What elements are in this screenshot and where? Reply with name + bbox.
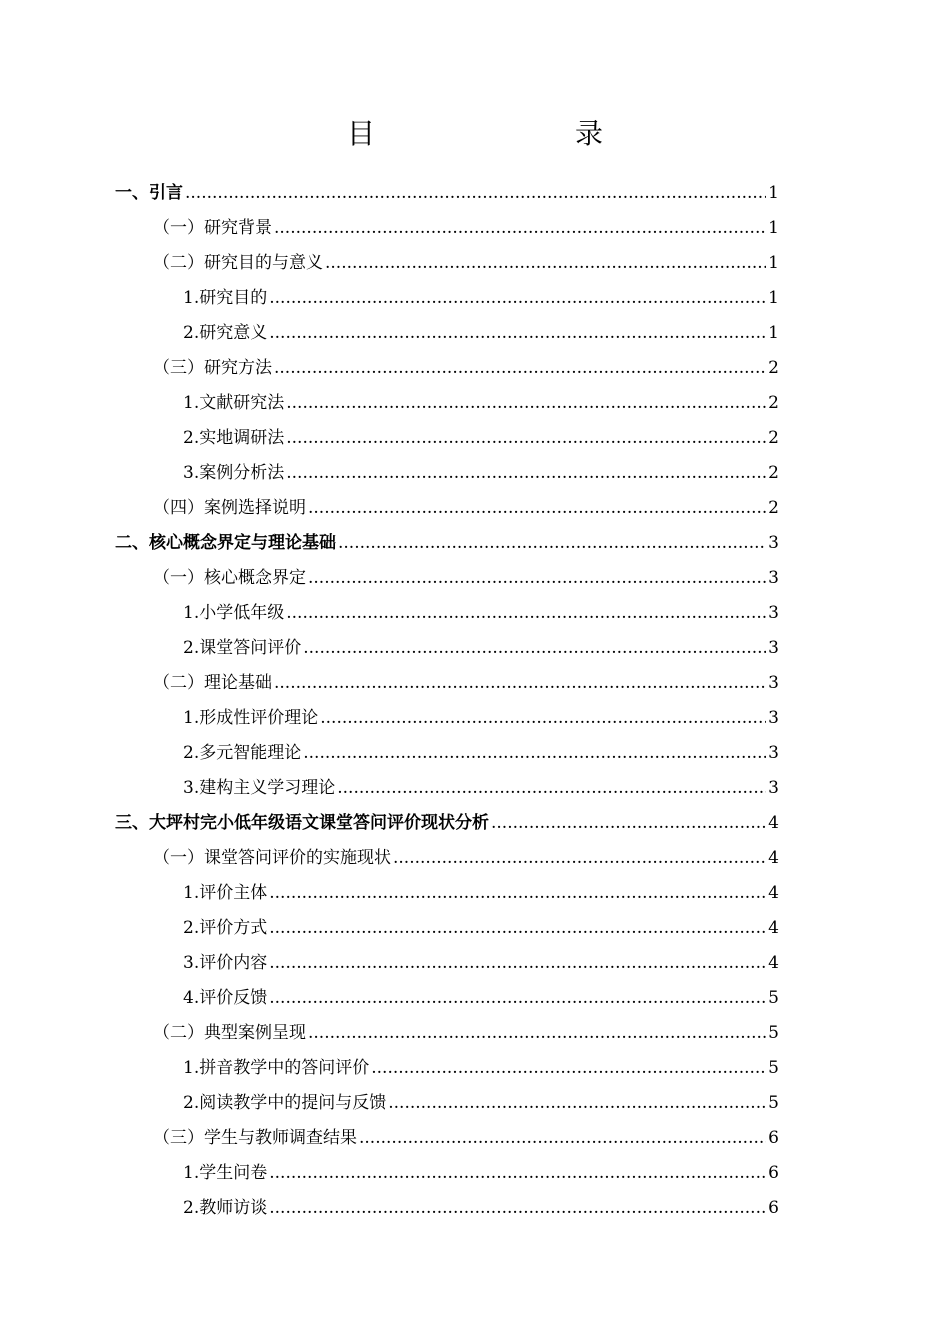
toc-entry-label: （三）研究方法 (153, 358, 272, 378)
toc-entry[interactable] (115, 981, 779, 1016)
toc-entry-label: （二）典型案例呈现 (153, 1023, 306, 1043)
toc-entry-page-number: 3 (768, 631, 779, 666)
dot-leader (337, 771, 766, 806)
dot-leader (274, 211, 766, 246)
toc-entry[interactable] (115, 1121, 779, 1156)
dot-leader (269, 316, 766, 351)
toc-entry-label: （二）理论基础 (153, 673, 272, 693)
toc-entry-label: 1.评价主体 (183, 883, 268, 903)
toc-entry-label: 2.阅读教学中的提问与反馈 (183, 1093, 387, 1113)
toc-entry-label: 1.拼音教学中的答问评价 (183, 1058, 370, 1078)
toc-entry[interactable] (115, 176, 779, 211)
toc-entry-page-number: 4 (768, 911, 779, 946)
toc-entry[interactable] (115, 841, 779, 876)
toc-entry-page-number: 1 (768, 246, 779, 281)
toc-entry-page-number: 6 (768, 1156, 779, 1191)
toc-entry[interactable] (115, 701, 779, 736)
toc-entry-label: 1.文献研究法 (183, 393, 285, 413)
toc-entry-label: 4.评价反馈 (183, 988, 268, 1008)
dot-leader (303, 736, 766, 771)
toc-entry[interactable] (115, 386, 779, 421)
toc-entry[interactable] (115, 806, 779, 841)
toc-entry[interactable] (115, 771, 779, 806)
toc-entry-page-number: 1 (768, 281, 779, 316)
toc-entry-page-number: 3 (768, 736, 779, 771)
dot-leader (308, 1016, 766, 1051)
dot-leader (185, 176, 766, 211)
toc-entry-label: 3.案例分析法 (183, 463, 285, 483)
dot-leader (286, 421, 766, 456)
dot-leader (388, 1086, 766, 1121)
toc-entry[interactable] (115, 911, 779, 946)
dot-leader (320, 701, 766, 736)
toc-entry-page-number: 3 (768, 526, 779, 561)
dot-leader (338, 526, 766, 561)
toc-entry-label: （二）研究目的与意义 (153, 253, 323, 273)
dot-leader (274, 351, 766, 386)
toc-entry[interactable] (115, 876, 779, 911)
toc-entry-page-number: 4 (768, 946, 779, 981)
toc-entry-page-number: 5 (768, 981, 779, 1016)
toc-entry-label: 2.实地调研法 (183, 428, 285, 448)
toc-entry-label: 2.多元智能理论 (183, 743, 302, 763)
toc-entry[interactable] (115, 316, 779, 351)
toc-entry[interactable] (115, 351, 779, 386)
toc-entry-page-number: 3 (768, 666, 779, 701)
toc-entry-label: 2.教师访谈 (183, 1198, 268, 1218)
dot-leader (359, 1121, 766, 1156)
toc-entry[interactable] (115, 561, 779, 596)
toc-entry[interactable] (115, 1016, 779, 1051)
dot-leader (286, 386, 766, 421)
toc-entry-label: 2.课堂答问评价 (183, 638, 302, 658)
dot-leader (286, 596, 766, 631)
toc-entry[interactable] (115, 491, 779, 526)
toc-entry-page-number: 5 (768, 1086, 779, 1121)
toc-entry[interactable] (115, 526, 779, 561)
toc-entry-page-number: 4 (768, 841, 779, 876)
dot-leader (269, 911, 766, 946)
toc-entry-label: （一）核心概念界定 (153, 568, 306, 588)
toc-entry-page-number: 5 (768, 1051, 779, 1086)
toc-entry-page-number: 2 (768, 386, 779, 421)
toc-entry-label: （四）案例选择说明 (153, 498, 306, 518)
toc-entry-page-number: 3 (768, 701, 779, 736)
table-of-contents (115, 176, 779, 1226)
toc-entry[interactable] (115, 211, 779, 246)
toc-entry[interactable] (115, 631, 779, 666)
toc-entry[interactable] (115, 946, 779, 981)
dot-leader (274, 666, 766, 701)
dot-leader (325, 246, 766, 281)
dot-leader (269, 946, 766, 981)
dot-leader (491, 806, 766, 841)
toc-entry-page-number: 3 (768, 596, 779, 631)
toc-entry-page-number: 2 (768, 421, 779, 456)
toc-entry-page-number: 3 (768, 561, 779, 596)
toc-entry-page-number: 6 (768, 1191, 779, 1226)
toc-entry[interactable] (115, 666, 779, 701)
toc-entry[interactable] (115, 1051, 779, 1086)
dot-leader (269, 876, 766, 911)
toc-entry[interactable] (115, 246, 779, 281)
toc-entry[interactable] (115, 421, 779, 456)
toc-entry-label: 1.形成性评价理论 (183, 708, 319, 728)
dot-leader (269, 981, 766, 1016)
toc-entry[interactable] (115, 736, 779, 771)
toc-entry-label: （一）课堂答问评价的实施现状 (153, 848, 391, 868)
toc-entry-page-number: 6 (768, 1121, 779, 1156)
toc-entry-page-number: 2 (768, 456, 779, 491)
dot-leader (371, 1051, 766, 1086)
toc-entry-label: 1.研究目的 (183, 288, 268, 308)
dot-leader (269, 281, 766, 316)
toc-entry-page-number: 1 (768, 176, 779, 211)
toc-entry[interactable] (115, 281, 779, 316)
toc-entry-label: 2.评价方式 (183, 918, 268, 938)
toc-entry-label: 3.评价内容 (183, 953, 268, 973)
toc-entry-page-number: 1 (768, 316, 779, 351)
toc-entry-label: （三）学生与教师调查结果 (153, 1128, 357, 1148)
toc-entry-label: 1.学生问卷 (183, 1163, 268, 1183)
toc-entry-label: 二、核心概念界定与理论基础 (115, 533, 336, 553)
toc-entry-label: 1.小学低年级 (183, 603, 285, 623)
page-title: 目 录 (346, 117, 651, 150)
toc-entry[interactable] (115, 1191, 779, 1226)
dot-leader (286, 456, 766, 491)
dot-leader (303, 631, 766, 666)
toc-entry[interactable] (115, 1086, 779, 1121)
toc-entry-label: 一、引言 (115, 183, 183, 203)
dot-leader (308, 491, 766, 526)
toc-entry[interactable] (115, 1156, 779, 1191)
toc-entry-label: 2.研究意义 (183, 323, 268, 343)
dot-leader (269, 1156, 766, 1191)
toc-entry-page-number: 4 (768, 806, 779, 841)
toc-entry-page-number: 2 (768, 351, 779, 386)
dot-leader (393, 841, 766, 876)
toc-entry-page-number: 5 (768, 1016, 779, 1051)
dot-leader (269, 1191, 766, 1226)
toc-entry-label: 三、大坪村完小低年级语文课堂答问评价现状分析 (115, 813, 489, 833)
toc-entry-page-number: 3 (768, 771, 779, 806)
toc-entry-label: （一）研究背景 (153, 218, 272, 238)
toc-entry-page-number: 4 (768, 876, 779, 911)
toc-entry[interactable] (115, 456, 779, 491)
toc-entry[interactable] (115, 596, 779, 631)
toc-entry-page-number: 1 (768, 211, 779, 246)
toc-entry-label: 3.建构主义学习理论 (183, 778, 336, 798)
toc-entry-page-number: 2 (768, 491, 779, 526)
dot-leader (308, 561, 766, 596)
